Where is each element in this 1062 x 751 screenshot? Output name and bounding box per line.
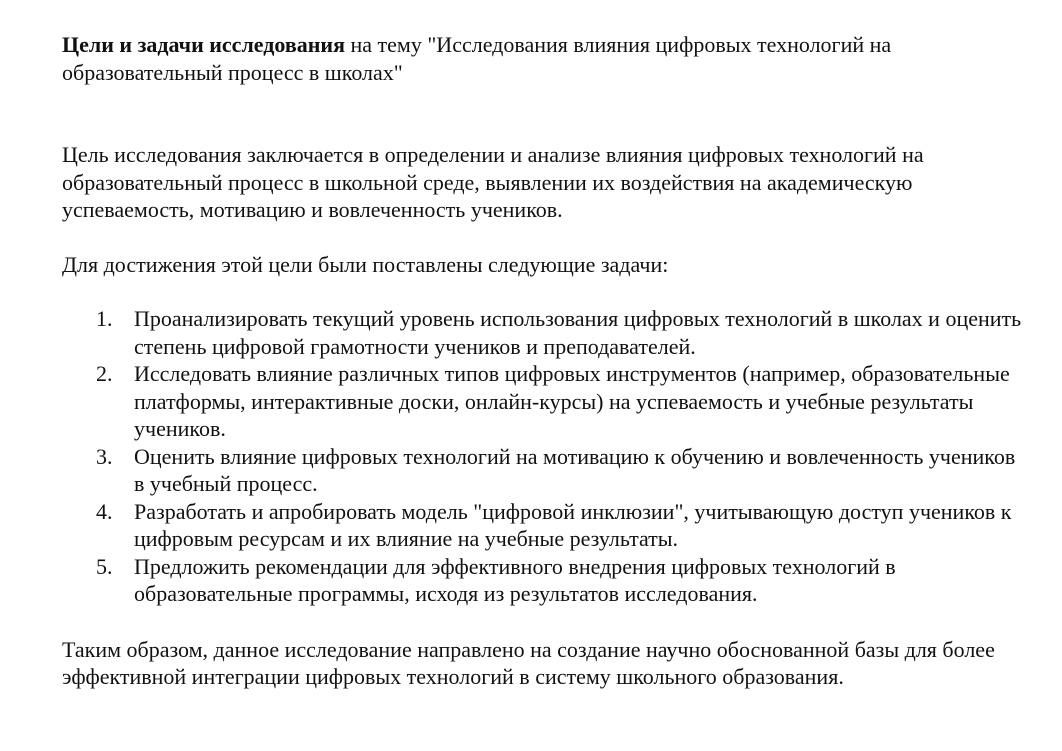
task-number: 3. [96,443,113,469]
goal-paragraph: Цель исследования заключается в определении и анализе влияния цифровых технологий на образовательный процесс в школьной среде, выявлении их воздействия на академическую успеваемость, мотивацию и вовлеченность учеников. [62,142,924,222]
task-number: 5. [96,553,113,579]
task-item [62,305,1022,360]
task-text: Оценить влияние цифровых технологий на мотивацию к обучению и вовлеченность учеников в учебный процесс. [134,443,1016,496]
task-number: 2. [96,361,113,386]
task-number: 4. [96,498,113,524]
task-text: Исследовать влияние различных типов цифровых инструментов (например, образовательные платформы, интерактивные доски, онлайн-курсы) на успеваемость и учебные результаты учеников. [134,361,1010,441]
document-title [62,31,1022,86]
task-item [62,360,1022,443]
conclusion-paragraph: Таким образом, данное исследование направлено на создание научно обоснованной базы для более эффективной интеграции цифровых технологий в систему школьного образования. [62,636,995,689]
document-page [62,31,1022,691]
task-item [62,498,1022,553]
title-bold-part: Цели и задачи исследования [62,32,345,57]
task-number: 1. [96,306,113,331]
tasks-list [62,305,1022,608]
task-item [62,443,1022,498]
title-rest-part: на тему "Исследования влияния цифровых технологий на образовательный процесс в школах" [62,32,892,85]
task-text: Разработать и апробировать модель "цифровой инклюзии", учитывающую доступ учеников к цифровым ресурсам и их влияние на учебные результаты. [134,498,1012,551]
tasks-intro-paragraph: Для достижения этой цели были поставлены следующие задачи: [62,251,669,277]
task-text: Проанализировать текущий уровень использования цифровых технологий в школах и оценить степень цифровой грамотности учеников и преподавателей. [134,306,1022,359]
task-item [62,553,1022,608]
task-text: Предложить рекомендации для эффективного внедрения цифровых технологий в образовательные программы, исходя из результатов исследования. [134,553,896,606]
